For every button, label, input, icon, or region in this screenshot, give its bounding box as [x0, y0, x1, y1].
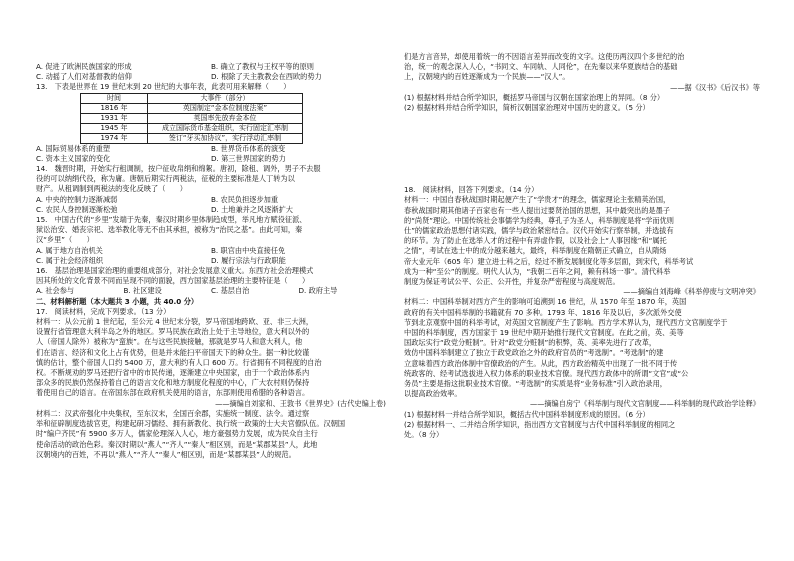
q18-material-1-line: 帝大业元年（605 年）建立进士科之后，经过不断发展制度化等多层面，到宋代，科举考试 — [404, 256, 694, 266]
table-cell-event: 签订“牙买加协议”，实行浮动汇率制 — [148, 133, 303, 143]
table-cell-year: 1931 年 — [81, 113, 148, 123]
table-header-time: 时间 — [81, 93, 148, 103]
q18-material-1-line: 仕”的儒家政治思想付诸实践，儒学与政治紧密结合。汉代开始实行察举制，并选拔有 — [404, 226, 674, 236]
table-row — [81, 133, 303, 143]
q18-material-2-line: 务员”主要是指这批职业技术官僚。“考选制”的实质是将“业务标准”引入政治录用， — [404, 379, 667, 389]
q15-line: 汉“乡里”（ ） — [36, 235, 94, 245]
q18-material-1-source: ——摘编自刘海峰《科举停废与文明冲突》 — [623, 287, 760, 297]
q17-material-2-line: 举和征辟制度选拔官吏，构建起研习儒经、拥有新教化、执行统一政策的士大夫官僚队伍。汉朝国 — [36, 419, 346, 429]
q17-material-1-line: 人（帝国人除外）被称为“蛮族”。在与这些民族接触，那就是罗马人和意大利人，他 — [36, 337, 303, 347]
table-cell-event: 英国制定“金本位制度法案” — [148, 103, 303, 113]
q18-material-2-line: 国政坛实行“政党分赃制”。针对“政党分赃制”的积弊，英、美率先进行了改革， — [404, 338, 657, 348]
q16-option-d: D. 政府主导 — [298, 286, 338, 296]
q18-material-1-line: 材料一：中国自春秋战国时期起便产生了“学贵才”的理念，儒家理论主张精英治国， — [404, 195, 671, 205]
q13-option-d: D. 第三世界国家的势力 — [211, 153, 286, 163]
q17-material-2-line: 材料二：汉武帝强化中央集权，至东汉末，全国百余郡，实施统一制度、法令。通过察 — [36, 408, 310, 418]
q13-table — [80, 93, 303, 144]
table-header-event: 大事件（部分） — [148, 93, 303, 103]
table-row — [81, 113, 303, 123]
q14-option-b: B. 农民负担逐步加重 — [211, 194, 279, 204]
q15-option-b: B. 职官由中央直接任免 — [211, 245, 286, 255]
table-row — [81, 123, 303, 133]
q13-option-a: A. 国际贸易体系的重塑 — [36, 143, 111, 153]
q14-option-c: C. 农民人身控制逐渐松弛 — [36, 204, 118, 214]
q17-material-2-line: 汉朝境内的百姓，不再以“燕人”“齐人”“秦人”相区别，而是“某郡某县”人的规范。 — [36, 449, 296, 459]
q17-material-2-source: ——据《汉书》《后汉书》等 — [670, 82, 760, 92]
q18-material-1-line: 的“尚贤”理论。中国传统社会事儒学为经典，尊孔子为圣人，科举制度是将“学而优则 — [404, 215, 674, 225]
q14-line: 财产。从租调制到两税法的变化反映了（ ） — [36, 184, 187, 194]
table-header-row — [81, 93, 303, 103]
q17-material-2-line: 时“编户齐民”有 5900 多万人，儒家伦理深入人心，地方豪强势力发展，成为民众自主行 — [36, 429, 318, 439]
q17-subquestion-1: (1) 根据材料并结合所学知识，概括罗马帝国与汉朝在国家治理上的异同。（8 分） — [404, 92, 665, 102]
q15-line: 15. 中国古代的“乡里”发端于先秦，秦汉时期乡里体制趋成型，举凡地方赋役征派、 — [36, 215, 307, 225]
q17-continued-line: 治，统一的观念深入人心，“书同文、车同轨、人同伦”，在先秦以来华夏族结合的基础 — [404, 62, 678, 72]
q18-material-2-line: 统政客的、经考试选拔进入权力体系的职业技术官僚。现代西方政体中的所谓“文官”或“公 — [404, 368, 689, 378]
q18-material-1-line: 春秋战国时期其他诸子百家也有一些人提出过要贤治国的思想，其中最突出的是墨子 — [404, 205, 670, 215]
q14-line: 14. 魏晋时期，开始实行租调制，按户征收帛绢和绵絮。唐初，除租、调外，男子不去服 — [36, 164, 321, 174]
q16-option-b: B. 社区建设 — [123, 286, 162, 296]
q16-option-c: C. 基层自治 — [211, 286, 250, 296]
q13-option-b: B. 世界货币体系的演变 — [211, 143, 286, 153]
q17-material-1-line: 们在语言、经济和文化上占有优势，但是并未能扫平帝国天下的种众生。据一种比较谨 — [36, 347, 310, 357]
right-column — [404, 0, 760, 440]
q14-line: 役的可以纳绢代役，称为庸。唐朝后期实行两税法，征税的主要标准是人丁转为以 — [36, 174, 295, 184]
q17-material-1-line: 材料一：从公元前 1 世纪起，至公元 4 世纪末分裂，罗马帝国地跨欧、亚、非三大洲， — [36, 317, 314, 327]
q18-material-2-line: 政府的有关中国科举制的书籍就有 70 多种。1793 年、1816 年及以后，多次派外交使 — [404, 307, 682, 317]
q18-material-2-line: 立意味着西方政治体制中官僚政治的产生。从此，西方政治精英中出现了一批不同于传 — [404, 358, 678, 368]
q18-material-2-line: 材料二：中国科举制对西方产生的影响可追溯到 16 世纪，从 1570 年至 1870 年，英国 — [404, 297, 687, 307]
q16-option-a: A. 社会参与 — [36, 286, 75, 296]
q18-material-2-line: 节到北京观察中国的科举考试，对英国文官制度产生了影响。西方学术界认为，现代西方文官制度学于 — [404, 317, 728, 327]
q14-option-d: D. 土地兼并之风逐渐扩大 — [211, 204, 293, 214]
q15-option-c: C. 属于社会经济组织 — [36, 255, 104, 265]
section-2-heading: 二、材料解析题（本大题共 3 小题，共 40.0 分） — [36, 296, 199, 306]
q16-line: 因其所处的文化背景不同而呈现不同的面貌，西方国家基层治理的主要特征是（ ） — [36, 276, 310, 286]
table-row — [81, 103, 303, 113]
table-cell-year: 1816 年 — [81, 103, 148, 113]
q15-line: 狱讼治安、婚丧宗祀、选举教化等无不由其承担，被称为“治民之基”。由此可知，秦 — [36, 225, 303, 235]
q13-stem: 13. 下表是世界在 19 世纪末到 20 世纪的大事年表，此表可用来解释（ ） — [36, 82, 291, 92]
q12-options — [36, 62, 386, 72]
q18-material-1-line: 之情”，考试在选士中的成分越来越大，最终，科举制度在隋朝正式确立，自从隋炀 — [404, 246, 667, 256]
q14-option-a: A. 中央的控制力逐渐减弱 — [36, 194, 118, 204]
q18-material-1-line: 制度为保证考试公平、公正、公开性，并复杂严密程度与高度规范。 — [404, 277, 620, 287]
q12-option-d: D. 根除了天主教教会在西欧的势力 — [211, 72, 322, 82]
q18-subquestion-2-line: 处。（8 分） — [404, 430, 444, 440]
table-cell-event: 英国率先放弃金本位 — [148, 113, 303, 123]
q17-material-2-line: 使命活动的政治色彩。秦汉时期以“燕人”“齐人”“秦人”相区别，而是“某郡某县”人，此地 — [36, 439, 318, 449]
q17-subquestion-2: (2) 根据材料并结合所学知识，简析汉朝国家治理对中国历史的意义。（5 分） — [404, 103, 650, 113]
q12-option-c: C. 动摇了人们对基督教的信仰 — [36, 72, 132, 82]
q15-option-d: D. 履行宗法与行政职能 — [211, 255, 286, 265]
q17-material-1-line: 权。不断规劝的罗马还把行省中的市民传递，逐渐建立中央国家，由于一个政治体系内 — [36, 368, 310, 378]
q18-subquestion-1: (1) 根据材料一并结合所学知识，概括古代中国科举制度形成的原因。（6 分） — [404, 409, 650, 419]
table-cell-year: 1974 年 — [81, 133, 148, 143]
q18-material-1-line: 成为一种“至公”的制度。明代人认为，“我朝二百年之间，赖有科场一事”。清代科举 — [404, 266, 671, 276]
q15-option-a: A. 属于地方自治机关 — [36, 245, 103, 255]
q18-material-1-line: 的环节。为了防止在选举人才的过程中有弄虚作假，以及社会上“人事因缘”和“属托 — [404, 236, 667, 246]
q18-material-2-line: 效仿中国科举制建立了独立于政党政治之外的政府官员的“考选制”。“考选制”的建 — [404, 348, 664, 358]
left-column — [36, 0, 386, 460]
q12-option-a: A. 促进了欧洲民族国家的形成 — [36, 62, 132, 71]
q17-material-1-line: 设置行省管理意大利半岛之外的地区。罗马民族在政治上处于主导地位，意大利以外的 — [36, 327, 310, 337]
q17-heading: 17. 阅读材料，完成下列要求。（13 分） — [36, 306, 171, 316]
q16-line: 16. 基层治理是国家治理的重要组成部分，对社会发展意义重大。东西方社会治理模式 — [36, 266, 314, 276]
q17-material-1-line: 着使用自己的语言。在帝国东部在政府机关使用的语言，东部则使用希腊的各种语言。 — [36, 388, 310, 398]
table-cell-event: 成立国际货币基金组织，实行固定汇率制 — [148, 123, 303, 133]
q18-material-2-source: ——摘编自房宁《科举制与现代文官制度——科举制的现代政治学诠释》 — [529, 399, 760, 409]
q17-material-1-line: 慎的估计，整个帝国人口约 5400 万，意大利约有人口 600 万。行省拥有不同程度的自治 — [36, 357, 322, 367]
q18-subquestion-2-line: (2) 根据材料一、二并结合所学知识，指出西方文官制度与古代中国科举制度的相同之 — [404, 419, 676, 429]
q18-material-2-line: 以提高政治效率。 — [404, 389, 462, 399]
q17-continued-line: 上，汉朝境内的百姓逐渐成为一个民族——“汉人”。 — [404, 72, 570, 82]
q17-continued-line: 们是方言音异，却使用着统一的不因语言差异而改变的文字。这使历两汉四个多世纪的治 — [404, 52, 685, 61]
q18-material-2-line: 中国的科举制度，西方国家于 19 世纪中期开始推行现代文官制度。在此之前，英、美等 — [404, 328, 684, 338]
q17-material-1-source: ——摘编自刘家和、王敦书《世界史》(古代史编上卷) — [215, 398, 386, 408]
q12-option-b: B. 确立了教权与王权平等的原则 — [211, 62, 314, 71]
q18-heading: 18. 阅读材料，回答下列要求。（14 分） — [404, 185, 539, 195]
q13-option-c: C. 资本主义国家的变化 — [36, 153, 111, 163]
table-cell-year: 1945 年 — [81, 123, 148, 133]
q17-material-1-line: 部众多的民族仍然保持着自己的语言文化和地方制度化程度的中心，广大农村则仍保持 — [36, 378, 310, 388]
